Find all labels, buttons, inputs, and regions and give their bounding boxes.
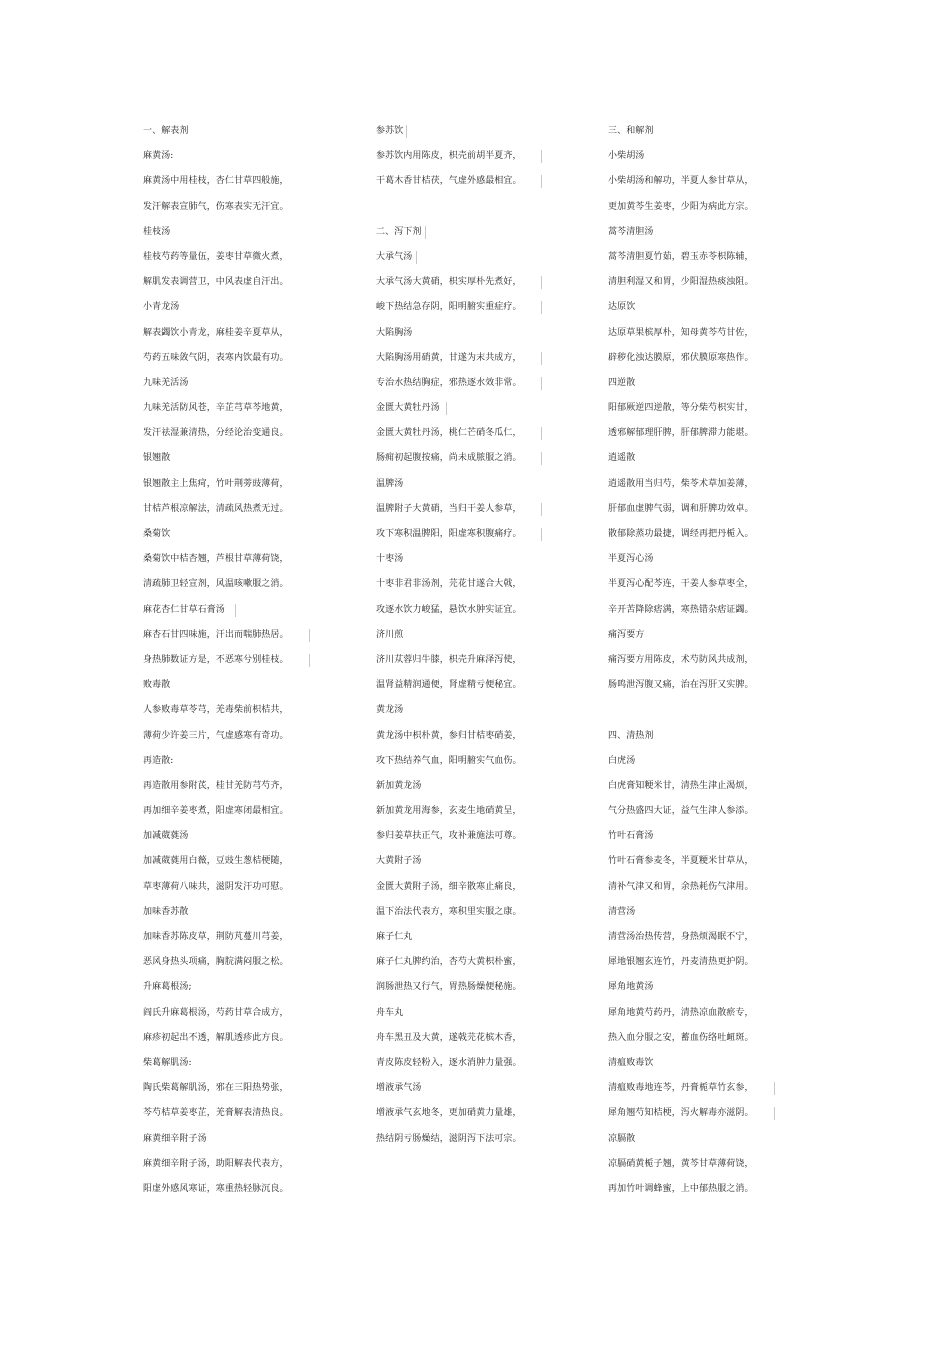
line-text: 解肌发表调营卫，中风表虚自汗出。 [143, 277, 289, 288]
verse-line [143, 799, 363, 824]
margin-rule [541, 276, 542, 289]
line-text: 阳郁厥逆四逆散，等分柴芍枳实甘， [608, 403, 754, 414]
margin-rule [406, 125, 407, 138]
line-text: 再加竹叶调蜂蜜，上中郁热服之消。 [608, 1183, 754, 1194]
line-text: 竹叶石膏汤 [608, 831, 654, 842]
line-text: 专治水热结胸症，邪热逐水效非常。 [376, 377, 522, 388]
line-text: 达原草果槟厚朴，知母黄芩芍甘佐， [608, 327, 754, 338]
verse-line [143, 724, 363, 749]
line-text: 半夏泻心汤 [608, 554, 654, 565]
verse-line [143, 1001, 363, 1026]
line-text: 舟车丸 [376, 1007, 404, 1018]
verse-line [143, 195, 363, 220]
margin-rule [541, 377, 542, 390]
line-text: 解表蠲饮小青龙，麻桂姜辛夏草从， [143, 327, 289, 338]
margin-rule [541, 175, 542, 188]
line-text: 辟秽化浊达膜原，邪伏膜原寒热作。 [608, 352, 754, 363]
line-text: 加味香苏陈皮草，荆防芃蔓川芎姜， [143, 932, 289, 942]
formula-title [143, 900, 363, 925]
line-text: 痛泻要方用陈皮，术芍防风共成剂， [608, 654, 754, 665]
verse-line [608, 346, 828, 371]
line-text: 再加细辛姜枣煮，阳虚寒闭最相宜。 [143, 806, 289, 817]
line-text: 十枣汤 [376, 554, 404, 565]
verse-line [608, 472, 828, 497]
section-heading [143, 119, 363, 144]
line-text: 犀角地黄汤 [608, 982, 654, 993]
verse-line [376, 673, 596, 698]
line-text: 更加黄芩生姜枣，少阳为病此方宗。 [608, 201, 754, 212]
verse-line [143, 169, 363, 194]
verse-line [376, 522, 596, 547]
verse-line [376, 1051, 596, 1076]
line-text: 温脾附子大黄硝，当归干姜人参草， [376, 503, 522, 514]
margin-rule [309, 629, 310, 642]
margin-rule [774, 1107, 775, 1120]
column-1 [143, 119, 363, 1202]
verse-line [376, 169, 596, 194]
line-text: 青皮陈皮轻粉入，逐水消肿力量强。 [376, 1057, 522, 1068]
verse-line [143, 497, 363, 522]
verse-line [608, 421, 828, 446]
formula-title [376, 1076, 596, 1101]
section-heading [608, 119, 828, 144]
line-text: 败毒散 [143, 680, 171, 691]
line-text: 九味羌活防风苍，辛芷芎草芩地黄， [143, 403, 289, 414]
formula-title [143, 673, 363, 698]
line-text: 干葛木香甘桔茯，气虚外感最相宜。 [376, 176, 522, 187]
verse-line [608, 1177, 828, 1202]
line-text: 清疏肺卫轻宣剂，风温咳嗽服之消。 [143, 579, 289, 590]
verse-line [376, 648, 596, 673]
line-text: 热结阴亏肠燥结，滋阴泻下法可宗。 [376, 1133, 522, 1144]
formula-title [143, 1051, 363, 1076]
line-text: 加减葳蕤用白薇，豆豉生葱桔梗随， [143, 856, 289, 867]
verse-line [143, 1026, 363, 1051]
line-text: 柴葛解肌汤: [143, 1057, 192, 1068]
formula-title [143, 295, 363, 320]
line-text: 犀角地黄芍药丹，清热凉血散瘀专， [608, 1007, 754, 1018]
verse-line [143, 547, 363, 572]
formula-title [376, 119, 596, 144]
margin-rule [541, 427, 542, 440]
column-3 [608, 119, 828, 1202]
verse-line [376, 950, 596, 975]
line-text: 济川煎 [376, 629, 404, 640]
line-text: 凉膈硝黄栀子翘，黄芩甘草薄荷饶， [608, 1158, 754, 1169]
verse-line [608, 169, 828, 194]
line-text: 小青龙汤 [143, 302, 180, 313]
verse-line [376, 1101, 596, 1126]
verse-line [376, 749, 596, 774]
line-text: 小柴胡汤 [608, 151, 645, 162]
formula-title [143, 144, 363, 169]
verse-line [608, 925, 828, 950]
line-text: 芩芍桔草姜枣芷，羌膏解表清热良。 [143, 1108, 289, 1119]
line-text: 大陷胸汤用硝黄，甘遂为末共成方， [376, 352, 522, 363]
verse-line [143, 472, 363, 497]
line-text: 清胆利湿又和胃，少阳湿热痰浊阻。 [608, 277, 754, 288]
formula-title [376, 925, 596, 950]
margin-rule [541, 503, 542, 516]
verse-line [143, 396, 363, 421]
section-heading [376, 220, 596, 245]
formula-title [143, 220, 363, 245]
line-text: 恶风身热头项痛，胸脘满闷服之松。 [143, 957, 289, 968]
line-text: 肠鸣泄泻腹又痛，治在泻肝又实脾。 [608, 680, 754, 691]
formula-title [143, 1127, 363, 1152]
verse-line [608, 396, 828, 421]
line-text: 再造散用参附芪，桂甘羌防芎芍齐， [143, 780, 289, 791]
line-text: 银翘散 [143, 453, 171, 464]
formula-title [376, 321, 596, 346]
margin-rule [416, 251, 417, 264]
verse-line [376, 446, 596, 471]
line-text: 十枣非君非汤剂，芫花甘遂合大戟， [376, 579, 522, 590]
formula-title [376, 1001, 596, 1026]
verse-line [376, 598, 596, 623]
blank-line [376, 195, 596, 220]
formula-title [143, 824, 363, 849]
line-text: 参归姜草扶正气，攻补兼施法可尊。 [376, 831, 522, 842]
line-text: 舟车黑丑及大黄，遂戟芫花槟木香， [376, 1032, 522, 1043]
verse-line [608, 799, 828, 824]
line-text: 参苏饮 [376, 126, 404, 136]
verse-line [376, 371, 596, 396]
line-text: 蒿芩清胆汤 [608, 226, 654, 237]
line-text: 攻下热结养气血，阳明腑实气血伤。 [376, 755, 522, 766]
margin-rule [309, 654, 310, 667]
line-text: 肝郁血虚脾气弱，调和肝脾功效卓。 [608, 503, 754, 514]
formula-title [608, 371, 828, 396]
verse-line [376, 975, 596, 1000]
verse-line [143, 648, 363, 673]
margin-rule [774, 1082, 775, 1095]
line-text: 草枣薄荷八味共，滋阴发汗功可慰。 [143, 881, 289, 892]
verse-line [376, 799, 596, 824]
verse-line [608, 1101, 828, 1126]
verse-line [608, 1152, 828, 1177]
formula-title [608, 975, 828, 1000]
verse-line [608, 270, 828, 295]
verse-line [143, 321, 363, 346]
verse-line [608, 849, 828, 874]
line-text: 麻疹初起出不透，解肌透疹此方良。 [143, 1032, 289, 1043]
verse-line [608, 774, 828, 799]
verse-line [608, 950, 828, 975]
blank-line [608, 698, 828, 723]
line-text: 芍药五味敛气阴，表寒内饮最有功。 [143, 352, 289, 363]
verse-line [143, 572, 363, 597]
section-heading [608, 724, 828, 749]
verse-line [608, 1026, 828, 1051]
line-text: 二、泻下剂 [376, 226, 422, 237]
verse-line [376, 346, 596, 371]
verse-line [608, 245, 828, 270]
formula-title [143, 598, 363, 623]
line-text: 温肾益精润通便，肾虚精亏便秘宜。 [376, 680, 522, 691]
line-text: 加味香苏散 [143, 906, 189, 917]
line-text: 麻子仁丸 [376, 932, 413, 942]
verse-line [376, 144, 596, 169]
verse-line [608, 195, 828, 220]
line-text: 麻黄细辛附子汤 [143, 1133, 207, 1144]
formula-title [608, 749, 828, 774]
verse-line [143, 1152, 363, 1177]
line-text: 四逆散 [608, 377, 636, 388]
line-text: 攻逐水饮力峻猛，悬饮水肿实证宜。 [376, 604, 522, 615]
line-text: 大承气汤 [376, 251, 413, 262]
line-text: 九味羌活汤 [143, 377, 189, 388]
formula-title [608, 900, 828, 925]
line-text: 薄荷少许姜三片，气虚感寒有奇功。 [143, 730, 289, 741]
line-text: 麻黄汤中用桂枝，杏仁甘草四般施， [143, 176, 289, 187]
line-text: 金匮大黄牡丹汤，桃仁芒硝冬瓜仁， [376, 428, 522, 439]
formula-title [608, 446, 828, 471]
margin-rule [541, 301, 542, 314]
line-text: 清瘟败毒地连芩，丹膏栀草竹玄参， [608, 1083, 754, 1094]
verse-line [376, 497, 596, 522]
line-text: 桂枝芍药等量伍，姜枣甘草微火煮， [143, 251, 289, 262]
margin-rule [541, 452, 542, 465]
verse-line [608, 572, 828, 597]
verse-line [608, 648, 828, 673]
line-text: 增液承气汤 [376, 1083, 422, 1094]
verse-line [608, 321, 828, 346]
margin-rule [541, 528, 542, 541]
margin-rule [425, 226, 426, 239]
line-text: 黄龙汤中枳朴黄，参归甘桔枣硝姜， [376, 730, 522, 741]
verse-line [376, 295, 596, 320]
line-text: 温下治法代表方，寒积里实服之康。 [376, 906, 522, 917]
line-text: 桑菊饮 [143, 529, 171, 539]
line-text: 清补气津又和胃，余热耗伤气津用。 [608, 881, 754, 892]
line-text: 麻黄汤: [143, 151, 174, 162]
line-text: 大黄附子汤 [376, 856, 422, 867]
line-text: 麻黄细辛附子汤，助阳解表代表方， [143, 1158, 289, 1169]
formula-title [376, 547, 596, 572]
line-text: 参苏饮内用陈皮，枳壳前胡半夏齐， [376, 151, 522, 162]
line-text: 金匮大黄附子汤，细辛散寒止痛良， [376, 881, 522, 892]
formula-title [143, 975, 363, 1000]
line-text: 达原饮 [608, 302, 636, 313]
line-text: 大承气汤大黄硝，枳实厚朴先煮好， [376, 277, 522, 288]
verse-line [143, 849, 363, 874]
verse-line [608, 673, 828, 698]
line-text: 发汗祛湿兼清热，分经论治变通良。 [143, 428, 289, 439]
formula-title [608, 824, 828, 849]
formula-title [143, 446, 363, 471]
line-text: 阳虚外感风寒证，寒重热轻脉沉良。 [143, 1183, 289, 1194]
verse-line [376, 875, 596, 900]
line-text: 麻花杏仁甘草石膏汤 [143, 604, 225, 615]
line-text: 新加黄龙用海参，玄麦生地硝黄呈， [376, 806, 522, 817]
line-text: 竹叶石膏参麦冬，半夏粳米甘草从， [608, 856, 754, 867]
line-text: 发汗解表宣肺气，伤寒表实无汗宜。 [143, 201, 289, 212]
line-text: 犀地银翘玄连竹，丹麦清热更护阴。 [608, 957, 754, 968]
margin-rule [235, 604, 236, 617]
line-text: 白虎膏知粳米甘，清热生津止渴烦， [608, 780, 754, 791]
line-text: 金匮大黄牡丹汤 [376, 403, 440, 414]
formula-title [376, 774, 596, 799]
margin-rule [446, 402, 447, 415]
verse-line [143, 270, 363, 295]
line-text: 黄龙汤 [376, 705, 404, 716]
line-text: 银翘散主上焦疴，竹叶荆蒡豉薄荷， [143, 478, 289, 489]
line-text: 大陷胸汤 [376, 327, 413, 338]
line-text: 小柴胡汤和解功，半夏人参甘草从， [608, 176, 754, 187]
verse-line [143, 623, 363, 648]
formula-title [608, 144, 828, 169]
verse-line [608, 1076, 828, 1101]
formula-title [608, 623, 828, 648]
verse-line [143, 1076, 363, 1101]
verse-line [143, 698, 363, 723]
line-text: 三、和解剂 [608, 126, 654, 136]
formula-title [143, 371, 363, 396]
verse-line [376, 824, 596, 849]
verse-line [143, 925, 363, 950]
line-text: 温脾汤 [376, 478, 404, 489]
formula-title [608, 1127, 828, 1152]
line-text: 清营汤治热传营，身热烦渴眠不宁， [608, 932, 754, 942]
margin-rule [541, 150, 542, 163]
line-text: 气分热盛四大证，益气生津人参添。 [608, 806, 754, 817]
line-text: 济川苁蓉归牛膝，枳壳升麻泽泻使， [376, 654, 522, 665]
formula-title [376, 245, 596, 270]
line-text: 润肠泄热又行气，胃热肠燥便秘施。 [376, 982, 522, 993]
column-2 [376, 119, 596, 1152]
line-text: 攻下寒积温脾阳，阳虚寒积腹痛疗。 [376, 529, 522, 539]
line-text: 白虎汤 [608, 755, 636, 766]
verse-line [143, 1177, 363, 1202]
verse-line [376, 1026, 596, 1051]
line-text: 陶氏柴葛解肌汤，邪在三阳热势张， [143, 1083, 289, 1094]
verse-line [608, 875, 828, 900]
line-text: 桂枝汤 [143, 226, 171, 237]
line-text: 半夏泻心配芩连，干姜人参草枣全， [608, 579, 754, 590]
line-text: 增液承气玄地冬，更加硝黄力量雄， [376, 1108, 522, 1119]
formula-title [143, 749, 363, 774]
line-text: 阎氏升麻葛根汤，芍药甘草合成方， [143, 1007, 289, 1018]
verse-line [608, 598, 828, 623]
line-text: 犀角翘芍知桔梗，泻火解毒亦滋阴。 [608, 1108, 754, 1119]
line-text: 峻下热结急存阴，阳明腑实重症疗。 [376, 302, 522, 313]
formula-title [608, 1051, 828, 1076]
margin-rule [541, 352, 542, 365]
verse-line [143, 1101, 363, 1126]
verse-line [143, 421, 363, 446]
verse-line [143, 774, 363, 799]
line-text: 痛泻要方 [608, 629, 645, 640]
line-text: 加减葳蕤汤 [143, 831, 189, 842]
verse-line [376, 270, 596, 295]
line-text: 四、清热剂 [608, 730, 654, 741]
line-text: 蒿芩清胆夏竹茹，碧玉赤苓枳陈辅， [608, 251, 754, 262]
line-text: 凉膈散 [608, 1133, 636, 1144]
line-text: 逍遥散 [608, 453, 636, 464]
formula-title [376, 698, 596, 723]
line-text: 麻子仁丸脾约治，杏芍大黄枳朴蜜， [376, 957, 522, 968]
verse-line [608, 522, 828, 547]
verse-line [608, 1001, 828, 1026]
verse-line [143, 950, 363, 975]
line-text: 麻杏石甘四味施，汗出而喘肺热居。 [143, 629, 289, 640]
line-text: 一、解表剂 [143, 126, 189, 136]
verse-line [143, 875, 363, 900]
line-text: 辛开苦降除痞满，寒热错杂痞证蠲。 [608, 604, 754, 615]
formula-title [143, 522, 363, 547]
formula-title [608, 547, 828, 572]
line-text: 新加黄龙汤 [376, 780, 422, 791]
line-text: 人参败毒草苓芎，羌毒柴前枳桔共， [143, 705, 289, 716]
formula-title [608, 220, 828, 245]
verse-line [376, 724, 596, 749]
verse-line [376, 421, 596, 446]
line-text: 甘桔芦根凉解法，清疏风热煮无过。 [143, 503, 289, 514]
line-text: 散郁除蒸功最捷，调经再把丹栀入。 [608, 529, 754, 539]
line-text: 再造散: [143, 755, 174, 766]
line-text: 透邪解郁理肝脾，肝郁脾滞力能堪。 [608, 428, 754, 439]
verse-line [376, 572, 596, 597]
line-text: 身热肺数证方是，不恶寒兮别桂枝。 [143, 654, 289, 665]
formula-title [608, 295, 828, 320]
line-text: 肠痈初起腹按痛，尚未成脓服之消。 [376, 453, 522, 464]
line-text: 桑菊饮中桔杏翘，芦根甘草薄荷饶， [143, 554, 289, 565]
line-text: 清营汤 [608, 906, 636, 917]
verse-line [376, 1127, 596, 1152]
formula-title [376, 396, 596, 421]
line-text: 逍遥散用当归芍，柴苓术草加姜薄， [608, 478, 754, 489]
line-text: 升麻葛根汤; [143, 982, 192, 993]
formula-title [376, 472, 596, 497]
line-text: 清瘟败毒饮 [608, 1057, 654, 1068]
formula-title [376, 623, 596, 648]
line-text: 热入血分服之安，蓄血伤络吐衄斑。 [608, 1032, 754, 1043]
verse-line [608, 497, 828, 522]
verse-line [143, 245, 363, 270]
verse-line [143, 346, 363, 371]
formula-title [376, 849, 596, 874]
verse-line [376, 900, 596, 925]
